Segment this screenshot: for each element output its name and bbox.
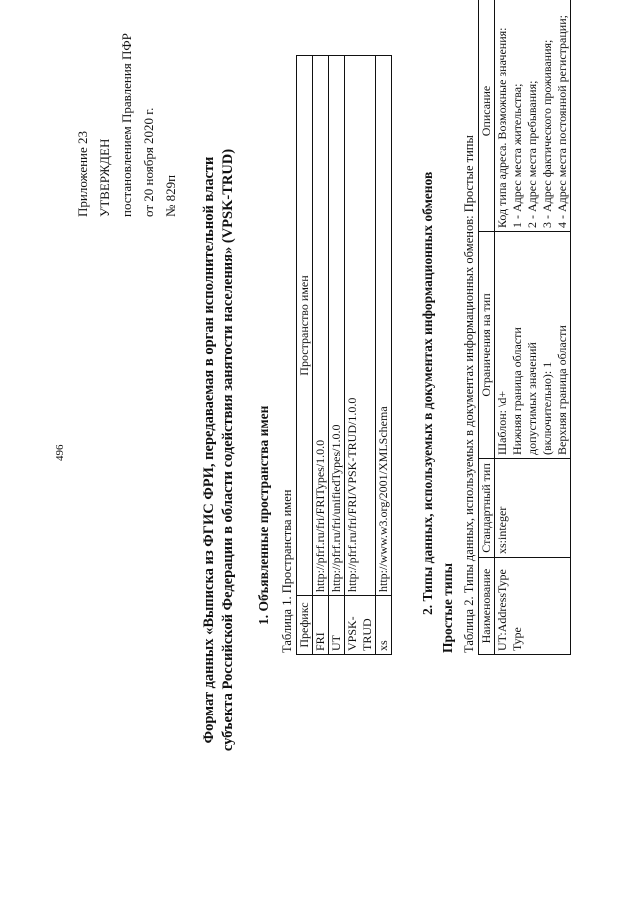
approval-number-value: 829п bbox=[163, 174, 178, 202]
table-row bbox=[345, 56, 376, 655]
restriction-line: допустимых значений bbox=[525, 342, 539, 455]
cell-description bbox=[495, 0, 571, 232]
section2-heading: 2. Типы данных, используемых в документах информационных обменов bbox=[420, 171, 435, 615]
table-row bbox=[329, 56, 345, 655]
cell-prefix: FRI bbox=[313, 596, 329, 655]
approval-date-day: 20 bbox=[141, 188, 156, 202]
approval-block bbox=[72, 33, 182, 217]
approval-date-prefix: от bbox=[141, 204, 156, 217]
column-header-std-type: Стандартный тип bbox=[479, 459, 495, 558]
type-name-line-2: Type bbox=[510, 627, 524, 651]
column-header-name: Наименование bbox=[479, 558, 495, 655]
table-header-row bbox=[297, 56, 313, 655]
cell-name bbox=[495, 558, 571, 655]
title-line-2: субъекта Российской Федерации в области содействия занятости населения» (VPSK-TRUD) bbox=[220, 148, 236, 752]
table1-caption: Таблица 1. Пространства имен bbox=[280, 489, 294, 653]
cell-restrictions bbox=[495, 232, 571, 459]
title-line-1: Формат данных «Выписка из ФГИС ФРИ, передаваемая в орган исполнительной власти bbox=[201, 156, 217, 744]
approval-date-year: 2020 bbox=[141, 117, 156, 144]
section1-heading: 1. Объявленные пространства имен bbox=[256, 405, 271, 625]
column-header-restrictions: Ограничения на тип bbox=[479, 232, 495, 459]
description-line: Код типа адреса. Возможные значения: bbox=[495, 27, 509, 228]
column-header-description: Описание bbox=[479, 0, 495, 232]
restriction-line: (включительно): 1 bbox=[540, 361, 554, 455]
table-row bbox=[313, 56, 329, 655]
simple-types-heading: Простые типы bbox=[440, 562, 455, 653]
document-title bbox=[200, 90, 238, 810]
cell-namespace: http://pfrf.ru/fri/FRITypes/1.0.0 bbox=[313, 56, 329, 596]
description-line: 1 - Адрес места жительства; bbox=[510, 83, 524, 228]
cell-prefix: UT bbox=[329, 596, 345, 655]
cell-prefix: xs bbox=[376, 596, 392, 655]
type-name-line-1: UT:AddressType bbox=[495, 569, 509, 651]
approval-resolution: постановлением Правления ПФР bbox=[119, 33, 134, 217]
restriction-line: Шаблон: \d+ bbox=[495, 390, 509, 455]
table-row bbox=[495, 0, 571, 655]
cell-namespace: http://pfrf.ru/fri/unifiedTypes/1.0.0 bbox=[329, 56, 345, 596]
namespaces-table bbox=[296, 55, 392, 655]
cell-namespace: http://www.w3.org/2001/XMLSchema bbox=[376, 56, 392, 596]
table-row bbox=[376, 56, 392, 655]
approval-date-suffix: г. bbox=[141, 107, 156, 115]
approval-number bbox=[160, 33, 182, 217]
approval-appendix: Приложение 23 bbox=[75, 130, 90, 217]
approval-date bbox=[138, 33, 160, 217]
description-line: 2 - Адрес места пребывания; bbox=[525, 80, 539, 228]
approval-date-month: ноября bbox=[141, 147, 156, 186]
table2-caption: Таблица 2. Типы данных, используемых в документах информационных обменов: Простые типы bbox=[462, 135, 476, 653]
table-header-row bbox=[479, 0, 495, 655]
simple-types-table bbox=[478, 0, 571, 655]
description-line: 4 - Адрес места постоянной регистрации; bbox=[555, 15, 569, 228]
description-line: 3 - Адрес фактического проживания; bbox=[540, 39, 554, 228]
approval-number-prefix: № bbox=[163, 204, 178, 217]
restriction-line: Верхняя граница области bbox=[555, 325, 569, 455]
column-header-prefix: Префикс bbox=[297, 596, 313, 655]
column-header-namespace: Пространство имен bbox=[297, 56, 313, 596]
page-number: 496 bbox=[54, 444, 66, 461]
cell-prefix: VPSK- TRUD bbox=[345, 596, 376, 655]
cell-namespace: http://pfrf.ru/fri/FRI/VPSK-TRUD/1.0.0 bbox=[345, 56, 376, 596]
restriction-line: Нижняя граница области bbox=[510, 327, 524, 455]
cell-std-type: xs:integer bbox=[495, 459, 571, 558]
approval-approved: УТВЕРЖДЕН bbox=[97, 138, 112, 217]
